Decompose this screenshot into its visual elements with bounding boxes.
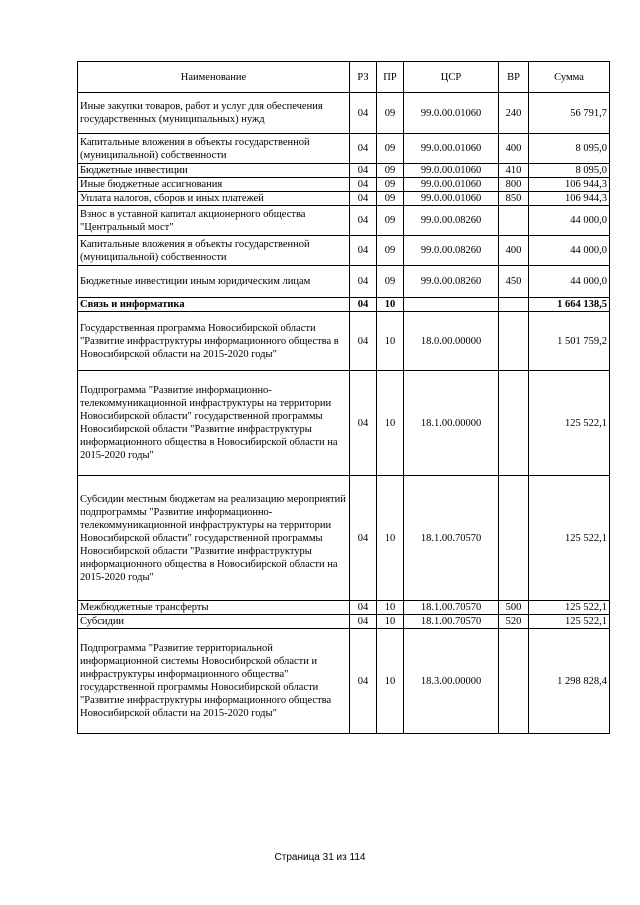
row-pr: 10 [377,476,404,601]
header-rz: РЗ [350,62,377,93]
row-vr [499,476,529,601]
row-csr: 99.0.00.08260 [404,266,499,298]
row-name: Капитальные вложения в объекты государственной (муниципальной) собственности [78,236,350,266]
row-sum: 8 095,0 [529,164,610,178]
table-row [78,134,610,164]
row-vr: 500 [499,601,529,615]
row-csr: 18.1.00.70570 [404,615,499,629]
row-vr [499,206,529,236]
row-sum: 125 522,1 [529,615,610,629]
table-row [78,601,610,615]
row-name: Капитальные вложения в объекты государственной (муниципальной) собственности [78,134,350,164]
page-footer: Страница 31 из 114 [274,852,366,863]
row-pr: 09 [377,178,404,192]
row-csr [404,298,499,312]
row-csr: 18.1.00.70570 [404,601,499,615]
row-pr: 09 [377,164,404,178]
row-sum: 1 664 138,5 [529,298,610,312]
row-vr: 240 [499,93,529,134]
row-sum: 44 000,0 [529,236,610,266]
row-sum: 125 522,1 [529,371,610,476]
table-row [78,206,610,236]
row-name: Субсидии [78,615,350,629]
row-csr: 99.0.00.01060 [404,134,499,164]
row-vr [499,312,529,371]
row-csr: 99.0.00.01060 [404,178,499,192]
row-csr: 99.0.00.01060 [404,164,499,178]
row-sum: 1 298 828,4 [529,629,610,734]
row-vr [499,298,529,312]
row-vr: 400 [499,134,529,164]
row-name: Иные бюджетные ассигнования [78,178,350,192]
row-sum: 106 944,3 [529,192,610,206]
row-rz: 04 [350,206,377,236]
row-vr: 800 [499,178,529,192]
row-name: Бюджетные инвестиции [78,164,350,178]
row-csr: 18.3.00.00000 [404,629,499,734]
row-pr: 09 [377,206,404,236]
row-rz: 04 [350,601,377,615]
row-rz: 04 [350,615,377,629]
row-vr: 450 [499,266,529,298]
row-sum: 106 944,3 [529,178,610,192]
table-row [78,476,610,601]
row-name: Подпрограмма "Развитие территориальной информационной системы Новосибирской области и инфраструктуры информационного общества" государственной программы Новосибирской области "Развитие инфраструктуры информационного общества Новосибирской области на 2015-2020 годы" [78,629,350,734]
row-pr: 10 [377,298,404,312]
row-sum: 125 522,1 [529,601,610,615]
row-sum: 125 522,1 [529,476,610,601]
row-name: Подпрограмма "Развитие информационно-телекоммуникационной инфраструктуры на территории Новосибирской области" государственной программы Новосибирской области "Развитие инфраструктуры информационного общества в Новосибирской области на 2015-2020 годы" [78,371,350,476]
table-row [78,178,610,192]
table-row [78,192,610,206]
row-name: Субсидии местным бюджетам на реализацию мероприятий подпрограммы "Развитие информационно-телекоммуникационной инфраструктуры на территории Новосибирской области" государственной программы Новосибирской области "Развитие инфраструктуры информационного общества в Новосибирской области на 2015-2020 годы" [78,476,350,601]
row-rz: 04 [350,178,377,192]
row-rz: 04 [350,476,377,601]
table-row [78,93,610,134]
table-header-row [78,62,610,93]
row-rz: 04 [350,192,377,206]
row-sum: 44 000,0 [529,206,610,236]
row-csr: 99.0.00.08260 [404,206,499,236]
row-sum: 1 501 759,2 [529,312,610,371]
row-csr: 99.0.00.01060 [404,93,499,134]
row-csr: 18.1.00.70570 [404,476,499,601]
table-row [78,615,610,629]
row-vr: 410 [499,164,529,178]
row-name: Связь и информатика [78,298,350,312]
row-name: Межбюджетные трансферты [78,601,350,615]
row-pr: 09 [377,266,404,298]
header-pr: ПР [377,62,404,93]
header-vr: ВР [499,62,529,93]
row-pr: 09 [377,93,404,134]
budget-table [77,61,610,734]
row-sum: 44 000,0 [529,266,610,298]
header-name: Наименование [78,62,350,93]
row-pr: 10 [377,312,404,371]
row-rz: 04 [350,371,377,476]
header-sum: Сумма [529,62,610,93]
row-vr [499,371,529,476]
row-name: Иные закупки товаров, работ и услуг для обеспечения государственных (муниципальных) нужд [78,93,350,134]
row-csr: 99.0.00.08260 [404,236,499,266]
row-vr [499,629,529,734]
row-pr: 10 [377,601,404,615]
row-csr: 99.0.00.01060 [404,192,499,206]
row-csr: 18.0.00.00000 [404,312,499,371]
row-rz: 04 [350,236,377,266]
row-rz: 04 [350,266,377,298]
header-csr: ЦСР [404,62,499,93]
row-rz: 04 [350,134,377,164]
row-name: Уплата налогов, сборов и иных платежей [78,192,350,206]
table-row [78,236,610,266]
row-vr: 850 [499,192,529,206]
table-row [78,164,610,178]
row-rz: 04 [350,93,377,134]
row-pr: 09 [377,192,404,206]
row-name: Взнос в уставной капитал акционерного общества "Центральный мост" [78,206,350,236]
table-row [78,266,610,298]
row-pr: 10 [377,371,404,476]
row-name: Государственная программа Новосибирской области "Развитие инфраструктуры информационного общества в Новосибирской области на 2015-2020 годы" [78,312,350,371]
row-pr: 09 [377,236,404,266]
row-name: Бюджетные инвестиции иным юридическим лицам [78,266,350,298]
row-csr: 18.1.00.00000 [404,371,499,476]
row-rz: 04 [350,298,377,312]
row-rz: 04 [350,629,377,734]
row-rz: 04 [350,312,377,371]
table-row [78,629,610,734]
table-row [78,312,610,371]
row-sum: 8 095,0 [529,134,610,164]
row-pr: 09 [377,134,404,164]
table-row [78,298,610,312]
row-sum: 56 791,7 [529,93,610,134]
row-pr: 10 [377,629,404,734]
row-vr: 400 [499,236,529,266]
row-pr: 10 [377,615,404,629]
row-rz: 04 [350,164,377,178]
row-vr: 520 [499,615,529,629]
table-row [78,371,610,476]
